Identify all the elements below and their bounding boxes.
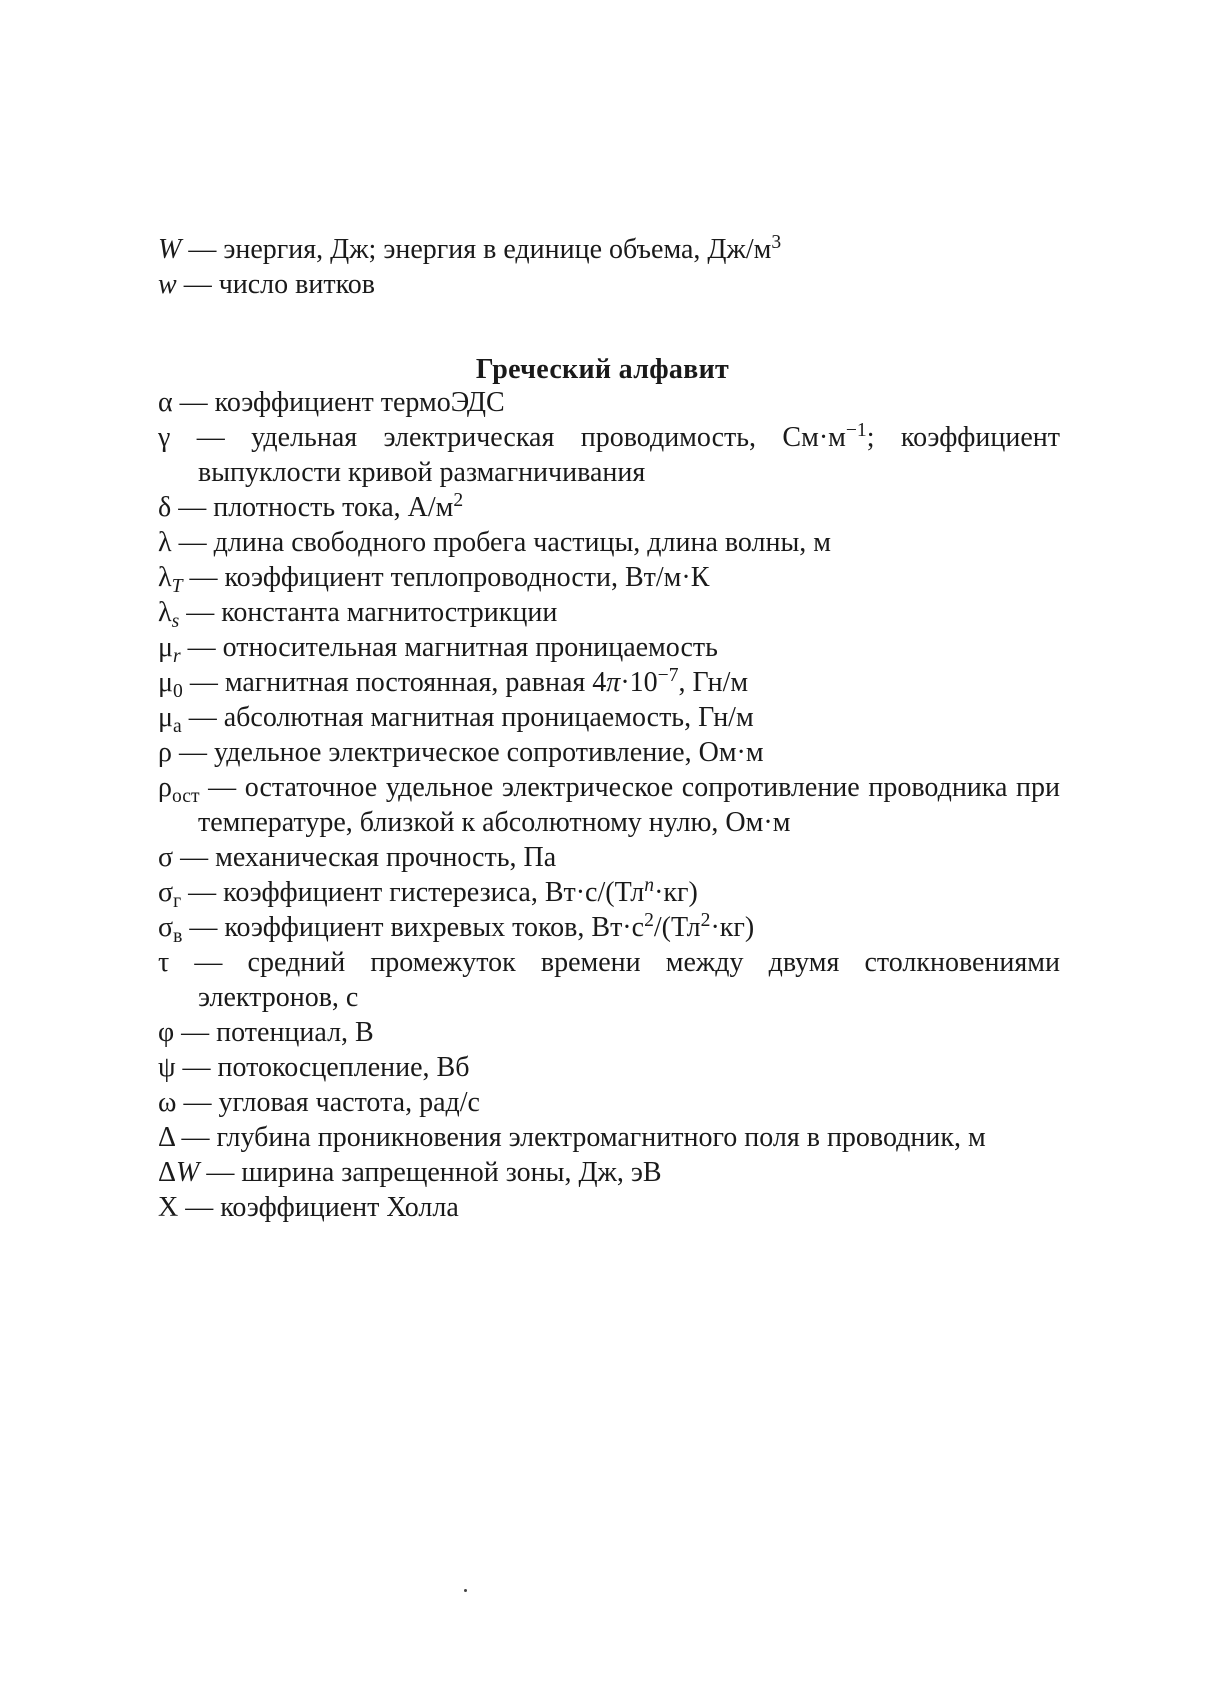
entry-Delta-W (158, 1155, 1060, 1190)
symbol-mu-a: $\mu_а$ (158, 702, 182, 737)
entry-W (158, 232, 1060, 267)
entry-Delta (158, 1120, 1060, 1155)
symbol-gamma: γ (158, 422, 171, 453)
symbol-phi: φ (158, 1017, 175, 1048)
entry-gamma (158, 420, 1060, 490)
definition-tau: — средний промежуток времени между двумя столкновениями электронов, с (194, 947, 1060, 1013)
section-heading-greek-alphabet: Греческий алфавит (475, 354, 730, 385)
exponent: −7 (657, 665, 679, 687)
definition-rho-ost: — остаточное удельное электрическое сопротивление проводника при температуре, близкой к абсолютному нулю, Ом·м (198, 772, 1060, 838)
symbol-Delta: Δ (158, 1122, 175, 1153)
symbol-alpha: α (158, 387, 173, 418)
definition-mu-r: — относительная магнитная проницаемость (187, 632, 718, 663)
definition-lambda: — длина свободного пробега частицы, длина волны, м (178, 527, 832, 558)
entry-Chi (158, 1190, 1060, 1225)
entry-omega (158, 1085, 1060, 1120)
definition-sigma-v: — коэффициент вихревых токов, Вт·с (189, 912, 645, 943)
entry-tau (158, 945, 1060, 1015)
symbol-delta: δ (158, 492, 172, 523)
exponent: −1 (845, 420, 867, 442)
entry-delta (158, 490, 1060, 525)
exponent: 2 (644, 910, 654, 932)
subscript: T (171, 575, 183, 597)
definition-sigma: — механическая прочность, Па (180, 842, 557, 873)
subscript: r (173, 645, 181, 667)
definition-mu-a: — абсолютная магнитная проницаемость, Гн/м (188, 702, 754, 733)
definition-w: — число витков (183, 269, 375, 300)
definition-mu-0: — магнитная постоянная, равная 4 (189, 667, 607, 698)
definition-delta: — плотность тока, А/м (178, 492, 454, 523)
symbol-W: W (158, 234, 182, 265)
entry-phi (158, 1015, 1060, 1050)
definition-omega: — угловая частота, рад/с (183, 1087, 480, 1118)
exponent: 2 (700, 910, 711, 932)
subscript: s (171, 610, 180, 632)
entry-sigma (158, 840, 1060, 875)
subscript: а (173, 715, 182, 737)
pi-symbol: π (606, 667, 621, 698)
definition-psi: — потокосцепление, Вб (182, 1052, 470, 1083)
entry-lambda-T (158, 560, 1060, 595)
definition-mu-0-power: ·10 (620, 667, 658, 698)
definition-sigma-v-unit-end: ·кг) (710, 912, 755, 943)
symbol-tau: τ (158, 947, 170, 978)
entry-sigma-g (158, 875, 1060, 910)
subscript: 0 (173, 680, 183, 702)
greek-symbol-list (158, 385, 1060, 1225)
entry-lambda (158, 525, 1060, 560)
symbol-Delta-W: ΔW (158, 1157, 200, 1188)
symbol-psi: ψ (158, 1052, 176, 1083)
exponent: 3 (771, 232, 782, 254)
symbol-rho: ρ (158, 737, 172, 768)
entry-mu-a (158, 700, 1060, 735)
symbol-lambda: λ (158, 527, 172, 558)
definition-mu-0-unit: , Гн/м (678, 667, 749, 698)
definition-Chi: — коэффициент Холла (185, 1192, 459, 1223)
symbol-lambda-T: $\lambda_T$ (158, 562, 183, 597)
scan-speck (464, 1589, 467, 1592)
exponent: 2 (453, 490, 464, 512)
symbol-rho-ost: $\rho_{ост}$ (158, 772, 200, 807)
definition-W: — энергия, Дж; энергия в единице объема, Дж/м (188, 234, 772, 265)
entry-mu-r (158, 630, 1060, 665)
entry-w (158, 267, 1060, 302)
symbol-sigma: σ (158, 842, 174, 873)
symbol-omega: ω (158, 1087, 177, 1118)
definition-phi: — потенциал, В (181, 1017, 374, 1048)
symbol-sigma-v: $\sigma_в$ (158, 912, 183, 947)
symbol-mu-0: $\mu_0$ (158, 667, 183, 702)
subscript: в (173, 925, 183, 947)
subscript: ост (171, 785, 200, 807)
definition-Delta-W: — ширина запрещенной зоны, Дж, эВ (206, 1157, 662, 1188)
entry-lambda-s (158, 595, 1060, 630)
definition-gamma-cont: ; коэффициент выпуклости кривой размагничивания (198, 422, 1061, 488)
definition-rho: — удельное электрическое сопротивление, Ом·м (178, 737, 764, 768)
definition-sigma-g: — коэффициент гистерезиса, Вт·с/(Тл (188, 877, 645, 908)
definition-Delta: — глубина проникновения электромагнитного поля в проводник, м (181, 1122, 986, 1153)
symbol-sigma-g: $\sigma_г$ (158, 877, 182, 912)
exponent: n (644, 875, 655, 897)
symbol-mu-r: $\mu_r$ (158, 632, 181, 667)
entry-alpha (158, 385, 1060, 420)
entry-rho (158, 735, 1060, 770)
symbol-w: w (158, 269, 177, 300)
definition-sigma-v-unit: /(Тл (653, 912, 701, 943)
symbol-lambda-s: $\lambda_s$ (158, 597, 180, 632)
definition-gamma: — удельная электрическая проводимость, См·м (196, 422, 846, 453)
symbol-W: W (176, 1157, 200, 1188)
definition-sigma-g-unit: ·кг) (654, 877, 698, 908)
entry-rho-ost (158, 770, 1060, 840)
latin-symbol-list (158, 232, 1060, 302)
entry-mu-0 (158, 665, 1060, 700)
definition-alpha: — коэффициент термоЭДС (179, 387, 505, 418)
entry-psi (158, 1050, 1060, 1085)
entry-sigma-v (158, 910, 1060, 945)
subscript: г (173, 890, 182, 912)
definition-lambda-T: — коэффициент теплопроводности, Вт/м·К (189, 562, 710, 593)
definition-lambda-s: — константа магнитострикции (186, 597, 558, 628)
symbol-Chi: Χ (158, 1192, 179, 1223)
